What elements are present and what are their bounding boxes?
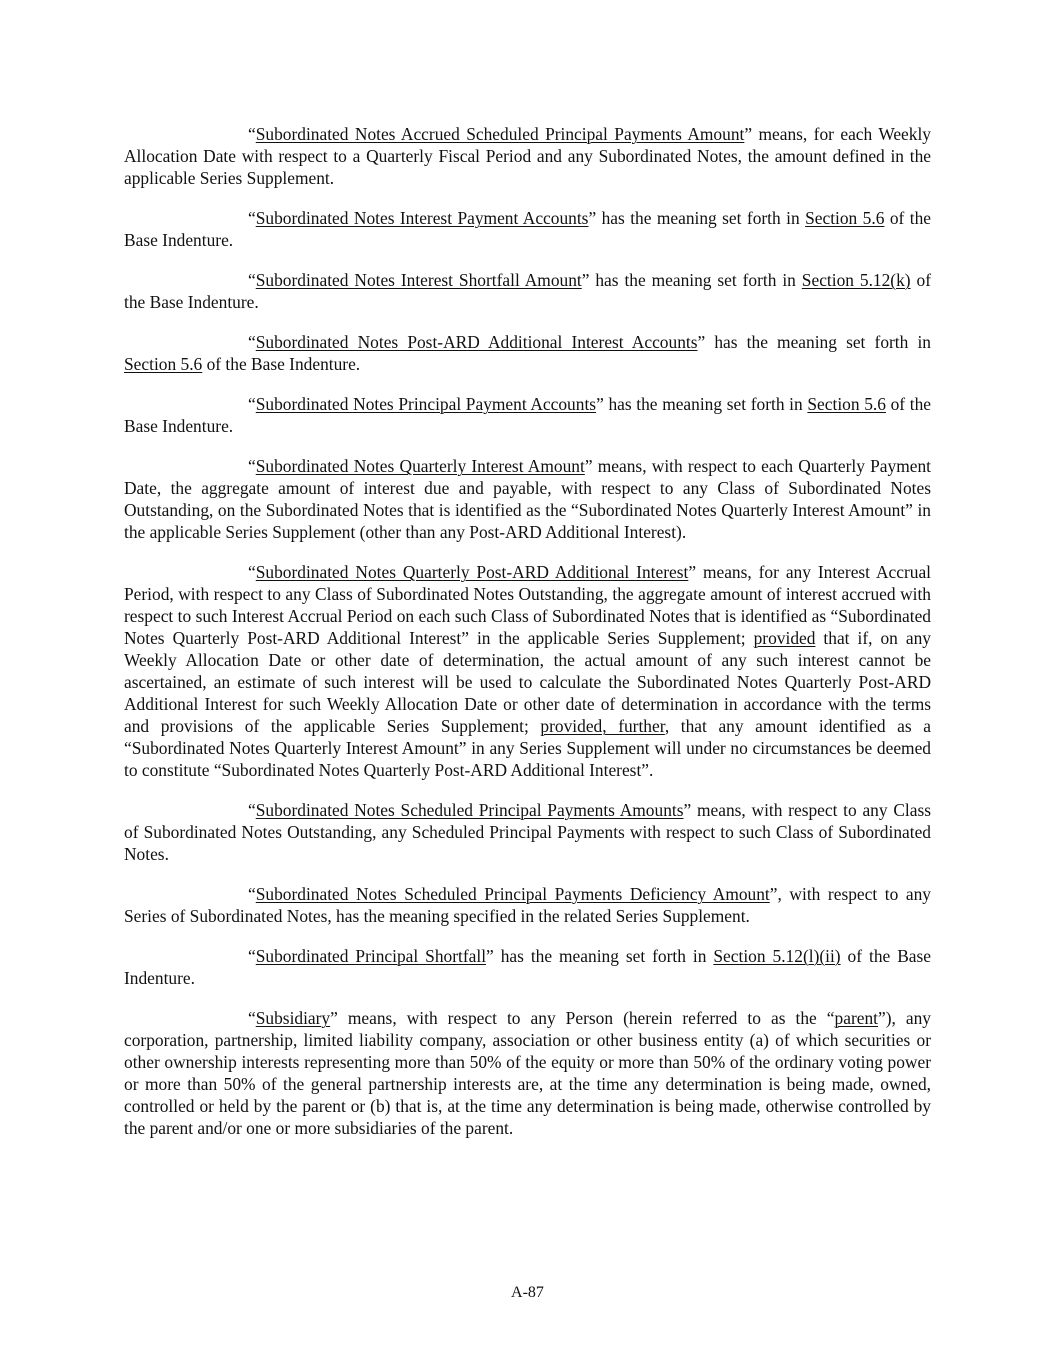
definition-text: “ xyxy=(248,124,256,144)
definition-text: “ xyxy=(248,208,256,228)
defined-term: Subordinated Notes Interest Payment Accounts xyxy=(255,208,589,228)
defined-term: Subordinated Notes Post-ARD Additional Interest Accounts xyxy=(255,332,698,352)
definition-paragraph xyxy=(124,561,931,781)
definition-text: ” has the meaning set forth in xyxy=(596,394,808,414)
definition-text: “ xyxy=(248,562,256,582)
defined-term: Subordinated Notes Interest Shortfall Amount xyxy=(255,270,582,290)
definition-text: of the Base Indenture. xyxy=(124,208,931,250)
definition-text: ” has the meaning set forth in xyxy=(588,208,806,228)
definition-text: , that any amount identified as a “Subordinated Notes Quarterly Interest Amount” in any Series Supplement will under no circumstances be deemed to constitute “Subordinated Notes Quarterly Post-ARD Additional Interest”. xyxy=(124,716,931,780)
definition-paragraph xyxy=(124,269,931,313)
definition-text: ” means, with respect to any Person (herein referred to as the “ xyxy=(330,1008,835,1028)
defined-term: Subsidiary xyxy=(255,1008,331,1028)
definition-paragraph xyxy=(124,455,931,543)
definition-text: that if, on any Weekly Allocation Date or other date of determination, the actual amount of any such interest cannot be ascertained, an estimate of such interest will be used to calculate the Subordinated Notes Quarterly Post-ARD Additional Interest for such Weekly Allocation Date or other date of determination in accordance with the terms and provisions of the applicable Series Supplement; xyxy=(124,628,931,736)
definition-paragraph xyxy=(124,1007,931,1139)
cross-reference: Section 5.12(l)(ii) xyxy=(713,946,841,966)
definition-text: “ xyxy=(248,394,256,414)
definition-text: “ xyxy=(248,946,256,966)
definition-text: ” means, for any Interest Accrual Period, with respect to any Class of Subordinated Notes Outstanding, the aggregate amount of interest accrued with respect to such Interest Accrual Period on each such Class of Subordinated Notes that is identified as “Subordinated Notes Quarterly Post-ARD Additional Interest” in the applicable Series Supplement; xyxy=(124,562,931,648)
definition-text: “ xyxy=(248,270,256,290)
definition-text: of the Base Indenture. xyxy=(124,270,931,312)
cross-reference: Section 5.6 xyxy=(805,208,885,228)
cross-reference: parent xyxy=(834,1008,878,1028)
page-number: A-87 xyxy=(511,1284,544,1301)
definition-text: ” has the meaning set forth in xyxy=(486,946,714,966)
definition-text: ” has the meaning set forth in xyxy=(581,270,802,290)
definition-text: “ xyxy=(248,884,256,904)
definition-text: “ xyxy=(248,800,256,820)
definition-text: ”, with respect to any Series of Subordinated Notes, has the meaning specified in the related Series Supplement. xyxy=(124,884,931,926)
definition-text: ” means, with respect to each Quarterly Payment Date, the aggregate amount of interest due and payable, with respect to any Class of Subordinated Notes Outstanding, on the Subordinated Notes that is identified as the “Subordinated Notes Quarterly Interest Amount” in the applicable Series Supplement (other than any Post-ARD Additional Interest). xyxy=(124,456,931,542)
definition-text: of the Base Indenture. xyxy=(124,946,932,988)
defined-term: Subordinated Notes Quarterly Interest Amount xyxy=(255,456,585,476)
cross-reference: Section 5.12(k) xyxy=(801,270,911,290)
definition-text: “ xyxy=(248,456,256,476)
definitions-list xyxy=(124,123,931,1139)
defined-term: Subordinated Notes Quarterly Post-ARD Additional Interest xyxy=(255,562,689,582)
definition-paragraph xyxy=(124,945,931,989)
defined-term: Subordinated Principal Shortfall xyxy=(255,946,487,966)
cross-reference: provided xyxy=(753,628,816,648)
definition-paragraph xyxy=(124,393,931,437)
definition-paragraph xyxy=(124,799,931,865)
defined-term: Subordinated Notes Scheduled Principal Payments Amounts xyxy=(255,800,684,820)
definition-paragraph xyxy=(124,883,931,927)
definition-paragraph xyxy=(124,123,931,189)
definition-text: ”), any corporation, partnership, limited liability company, association or other business entity (a) of which securities or other ownership interests representing more than 50% of the equity or more than 50% of the ordinary voting power or more than 50% of the general partnership interests are, at the time any determination is being made, owned, controlled or held by the parent or (b) that is, at the time any determination is being made, otherwise controlled by the parent and/or one or more subsidiaries of the parent. xyxy=(124,1008,931,1138)
definition-text: of the Base Indenture. xyxy=(124,394,931,436)
definition-text: “ xyxy=(248,1008,256,1028)
cross-reference: Section 5.6 xyxy=(124,354,203,374)
defined-term: Subordinated Notes Scheduled Principal Payments Deficiency Amount xyxy=(255,884,770,904)
definition-text: ” means, with respect to any Class of Subordinated Notes Outstanding, any Scheduled Principal Payments with respect to such Class of Subordinated Notes. xyxy=(124,800,932,864)
defined-term: Subordinated Notes Principal Payment Accounts xyxy=(255,394,597,414)
defined-term: Subordinated Notes Accrued Scheduled Principal Payments Amount xyxy=(255,124,745,144)
cross-reference: Section 5.6 xyxy=(807,394,886,414)
definition-text: ” has the meaning set forth in xyxy=(697,332,931,352)
cross-reference: provided, further xyxy=(540,716,665,736)
definition-text: “ xyxy=(248,332,256,352)
definition-paragraph xyxy=(124,207,931,251)
definition-paragraph xyxy=(124,331,931,375)
definition-text: ” means, for each Weekly Allocation Date with respect to a Quarterly Fiscal Period and any Subordinated Notes, the amount defined in the applicable Series Supplement. xyxy=(124,124,931,188)
definition-text: of the Base Indenture. xyxy=(202,354,361,374)
document-page xyxy=(124,123,931,1139)
